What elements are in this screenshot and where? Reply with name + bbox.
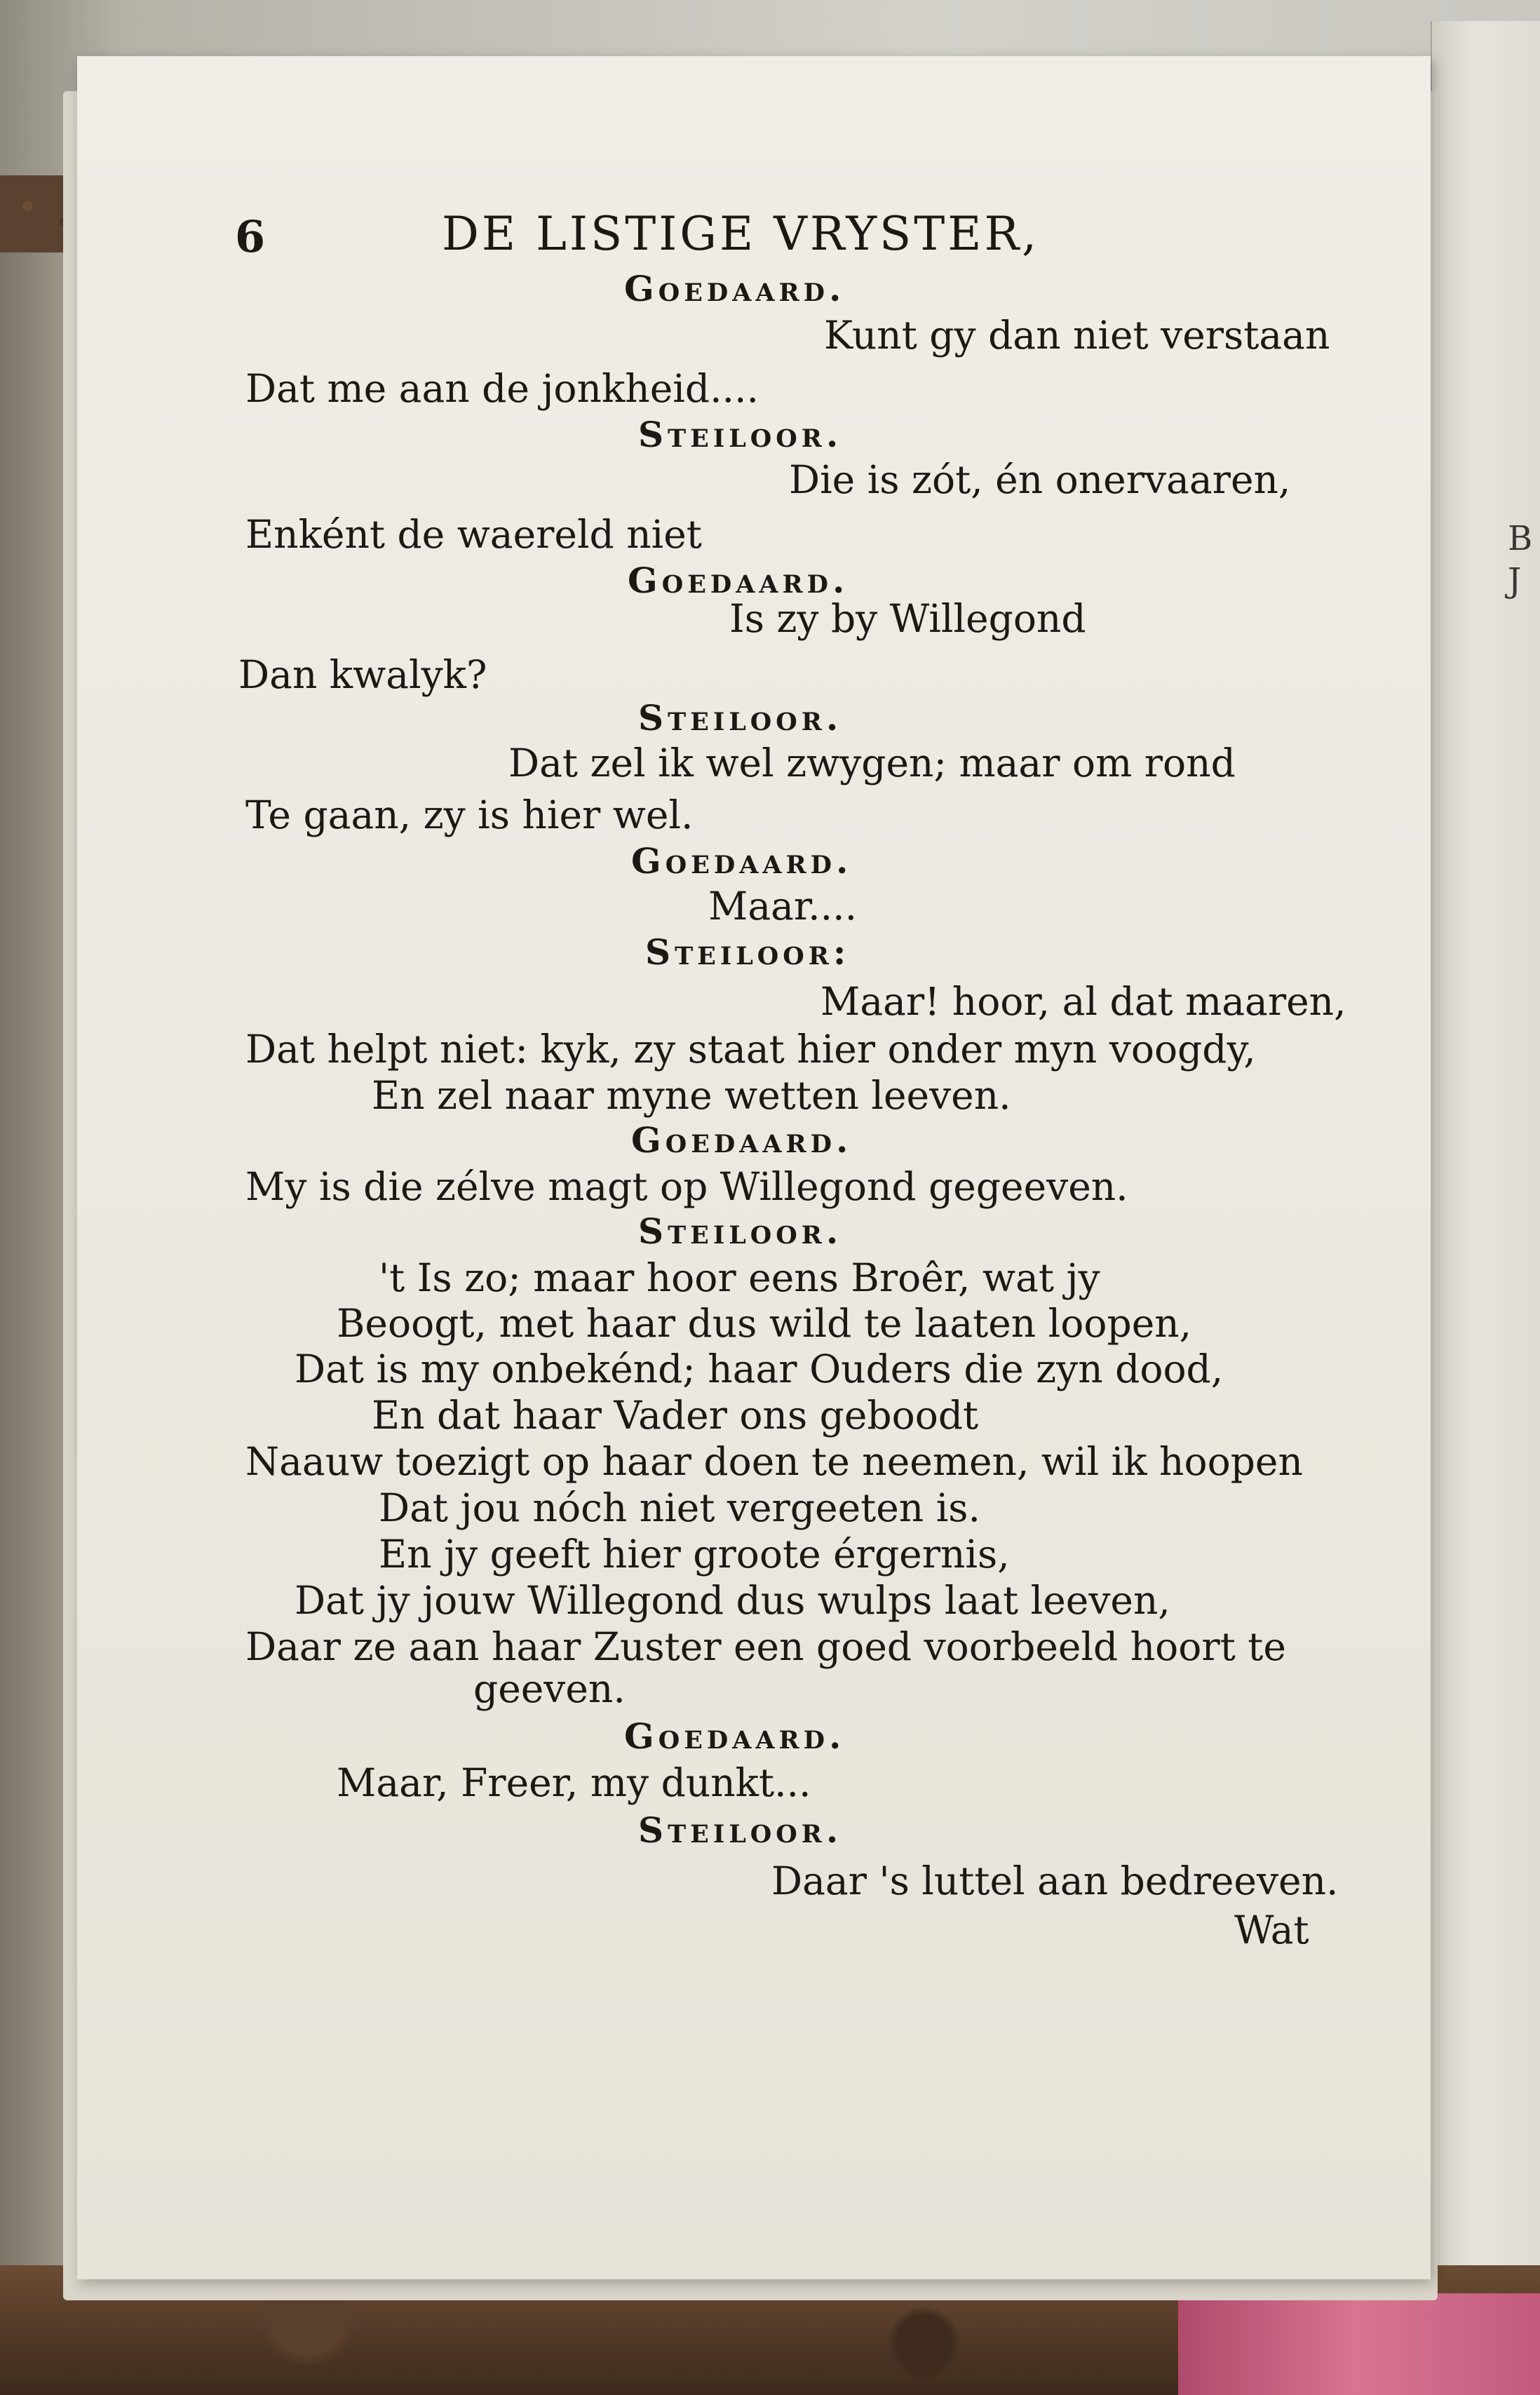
verse-line: En jy geeft hier groote érgernis, — [379, 1532, 1010, 1577]
facing-page-letter: B — [1508, 519, 1533, 558]
verse-line: Dat is my onbekénd; haar Ouders die zyn dood, — [295, 1347, 1224, 1391]
page-number: 6 — [235, 211, 266, 262]
verse-line: Te gaan, zy is hier wel. — [245, 792, 694, 837]
verse-line: Dan kwalyk? — [238, 652, 487, 697]
verse-line: En dat haar Vader ons geboodt — [372, 1393, 979, 1438]
speaker-name: Steiloor. — [638, 697, 843, 738]
verse-line: Daar ze aan haar Zuster een goed voorbeeld hoort te — [245, 1624, 1286, 1669]
verse-line: geeven. — [473, 1666, 626, 1711]
verse-line: My is die zélve magt op Willegond gegeeven. — [245, 1164, 1128, 1209]
speaker-name: Steiloor: — [645, 931, 851, 973]
verse-line: 't Is zo; maar hoor eens Broêr, wat jy — [379, 1255, 1100, 1300]
verse-line: Maar! hoor, al dat maaren, — [820, 979, 1346, 1024]
verse-line: Dat jou nóch niet vergeeten is. — [379, 1485, 981, 1530]
verse-line: Daar 's luttel aan bedreeven. — [771, 1858, 1339, 1903]
verse-line: Dat helpt niet: kyk, zy staat hier onder myn voogdy, — [245, 1027, 1256, 1072]
catchword: Wat — [1234, 1908, 1309, 1952]
verse-line: En zel naar myne wetten leeven. — [372, 1073, 1011, 1118]
facing-page-edge — [1431, 21, 1540, 2300]
speaker-name: Goedaard. — [631, 840, 853, 882]
verse-line: Maar.... — [708, 884, 858, 929]
verse-line: Enként de waereld niet — [245, 512, 702, 557]
verse-line: Dat jy jouw Willegond dus wulps laat leeven, — [295, 1578, 1170, 1623]
verse-line: Dat zel ik wel zwygen; maar om rond — [508, 741, 1236, 785]
verse-line: Beoogt, met haar dus wild te laaten loopen, — [337, 1301, 1192, 1346]
verse-line: Die is zót, én onervaaren, — [789, 457, 1291, 502]
verse-line: Dat me aan de jonkheid.... — [245, 366, 759, 411]
speaker-name: Goedaard. — [624, 1715, 846, 1757]
verse-line: Kunt gy dan niet verstaan — [824, 313, 1330, 358]
red-page-edge — [1178, 2293, 1540, 2395]
speaker-name: Goedaard. — [631, 1119, 853, 1161]
speaker-name: Goedaard. — [624, 268, 846, 309]
speaker-name: Goedaard. — [628, 560, 849, 601]
speaker-name: Steiloor. — [638, 1809, 843, 1851]
verse-line: Is zy by Willegond — [729, 596, 1086, 641]
book-page — [77, 56, 1431, 2279]
facing-page-letter: J — [1508, 561, 1522, 600]
running-title: DE LISTIGE VRYSTER, — [442, 207, 1040, 261]
speaker-name: Steiloor. — [638, 1210, 843, 1252]
speaker-name: Steiloor. — [638, 414, 843, 455]
verse-line: Naauw toezigt op haar doen te neemen, wil ik hoopen — [245, 1439, 1303, 1484]
verse-line: Maar, Freer, my dunkt... — [337, 1760, 811, 1805]
